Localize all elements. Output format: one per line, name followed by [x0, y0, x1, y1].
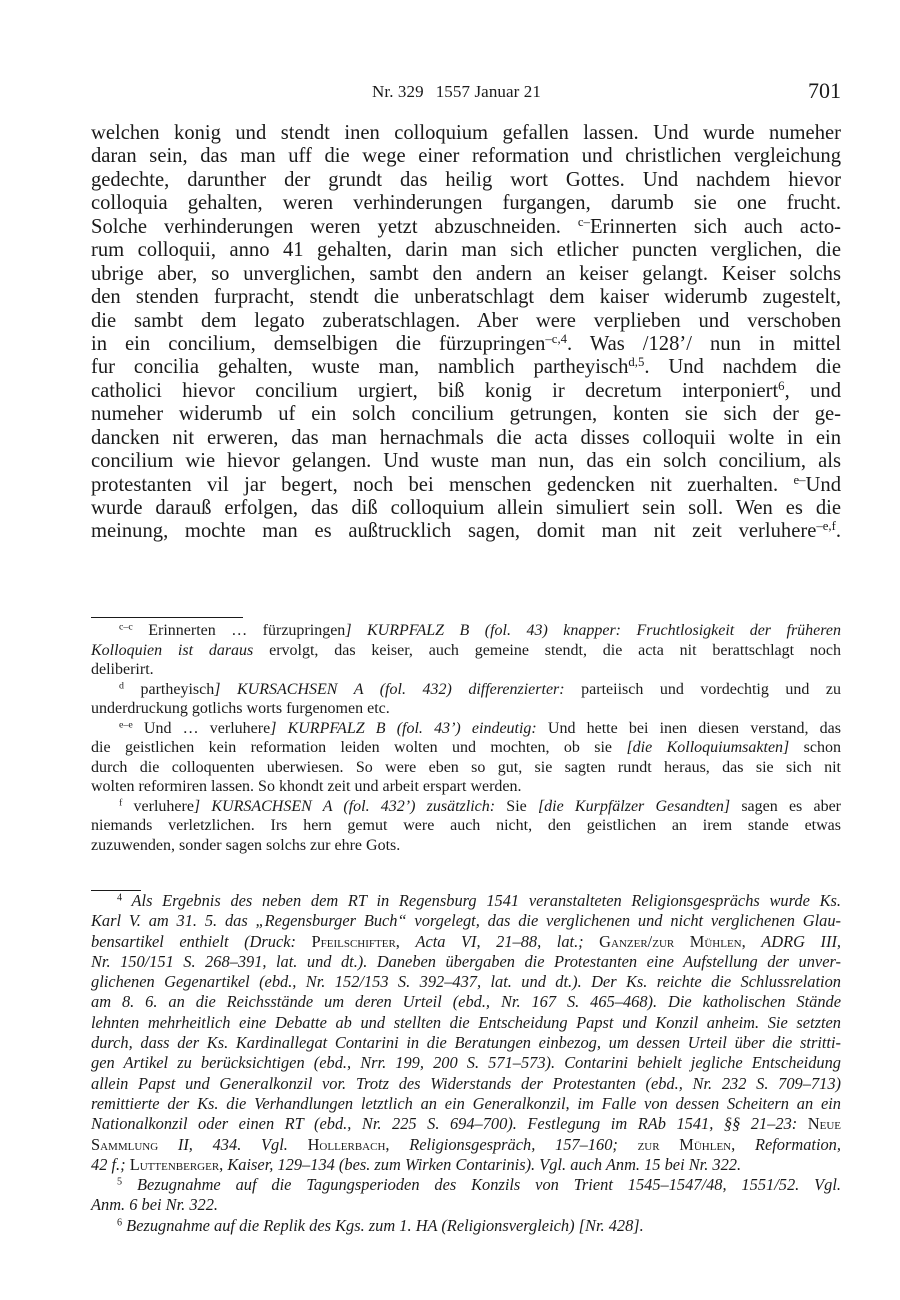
- italic-text: Kaiser, 129–134 (bes. zum Wirken Contarinis). Vgl. auch Anm. 15 bei Nr. 322.: [227, 1154, 742, 1174]
- body-line: [91, 263, 841, 286]
- text-run: ,: [385, 1134, 410, 1154]
- italic-text: Religionsgespräch, 157–160;: [409, 1134, 618, 1154]
- body-line: [91, 403, 841, 426]
- author-name: Luttenberger: [125, 1154, 220, 1174]
- footnote-line: [91, 1053, 841, 1073]
- text-run: die geistlichen kein reformation leiden wolten und mochten, ob sie: [91, 739, 627, 756]
- italic-text: gen Artikel zu berücksichtigen (ebd., Nrr. 199, 200 S. 571–573). Contarini behielt jegliche Entscheidung: [91, 1053, 841, 1073]
- author-name: zur Mühlen: [617, 1134, 732, 1154]
- footnote-line: [91, 1135, 841, 1155]
- text-run: wolten reformiren lassen. So khondt zeit und arbeit erspart werden.: [91, 778, 522, 795]
- text-run: . Und nachdem die: [644, 356, 841, 379]
- body-line: [91, 216, 841, 239]
- note-marker: 6: [117, 1217, 123, 1229]
- apparatus-note-line: [91, 680, 841, 700]
- footnote-line: [91, 952, 841, 972]
- text-critical-apparatus: [91, 621, 841, 855]
- italic-text: lehnten mehrheitlich eine Debatte ab und stellten die Entscheidung Papst und Konzil anheim. Sie setzten: [91, 1012, 841, 1032]
- note-marker: e–: [793, 472, 806, 487]
- body-line: [91, 192, 841, 215]
- apparatus-note-line: [91, 699, 841, 719]
- text-run: colloquia gehalten, weren verhinderungen furgangen, darumb sie one frucht.: [91, 192, 841, 215]
- text-run: parteiisch und vordechtig und zu: [564, 680, 842, 698]
- italic-text: bensartikel enthielt (Druck:: [91, 931, 296, 951]
- italic-text: Acta VI, 21–88, lat.;: [415, 931, 584, 951]
- text-run: numeher widerumb uf ein solch concilium getrungen, konten sie sich der ge-: [91, 403, 841, 426]
- note-marker: 5: [117, 1176, 123, 1188]
- italic-text: Reformation,: [754, 1134, 841, 1154]
- footnote-line: [91, 1216, 841, 1236]
- italic-text: durch, dass der Ks. Kardinallegat Contarini in die Beratungen einbezog, um dessen Urteil über die stritti-: [91, 1033, 841, 1053]
- text-run: deliberirt.: [91, 661, 154, 678]
- footnote-line: [91, 1195, 841, 1215]
- italic-text: Nationalkonzil oder einen RT (ebd., Nr. 225 S. 694–700). Festlegung im RAb 1541, §§ 21–23:: [91, 1114, 798, 1134]
- text-run: durch die colloquenten uberwiesen. So were eben so gut, sie sagten rundt heraus, das sie sich nit: [91, 758, 841, 776]
- apparatus-note-line: [91, 816, 841, 836]
- body-line: [91, 356, 841, 379]
- footnote-line: [91, 992, 841, 1012]
- text-run: meinung, mochte man es außtrucklich sagen, domit man nit zeit verluhere: [91, 520, 817, 543]
- text-run: wurde darauß erfolgen, das diß colloquium allein simuliert sein soll. Wen es die: [91, 497, 841, 519]
- italic-text: Bezugnahme auf die Tagungsperioden des Konzils von Trient 1545–1547/48, 1551/52. Vgl.: [122, 1175, 841, 1195]
- author-name: Pfeilschifter: [295, 931, 396, 951]
- text-run: fur concilia gehalten, wuste man, namblich partheyisch: [91, 356, 629, 379]
- italic-text: Anm. 6 bei Nr. 322.: [91, 1195, 219, 1215]
- italic-text: Bezugnahme auf die Replik des Kgs. zum 1. HA (Religionsvergleich) [Nr. 428].: [122, 1215, 644, 1235]
- footnote-line: [91, 1074, 841, 1094]
- text-run: . Was /128’/ nun in mittel: [567, 332, 842, 355]
- body-line: [91, 239, 841, 262]
- italic-text: [die Kolloquiumsakten]: [626, 739, 790, 756]
- text-run: , und: [784, 379, 841, 402]
- italic-text: ADRG III,: [761, 931, 842, 951]
- apparatus-note-line: [91, 797, 841, 817]
- footnote-line: [91, 1013, 841, 1033]
- footnote-line: [91, 972, 841, 992]
- author-name: Sammlung: [91, 1134, 159, 1154]
- italic-text: ] KURSACHSEN A (fol. 432) differenzierter:: [214, 680, 565, 698]
- text-run: ,: [741, 931, 762, 951]
- text-run: Erinnerten sich auch acto-: [589, 215, 841, 238]
- italic-text: Karl V. am 31. 5. das „Regensburger Buch“ vorgelegt, das die verglichenen und nicht verglichenen Glau-: [91, 911, 841, 931]
- text-run: den stenden furpracht, stendt die unberatschlagt dem kaiser widerumb zugestelt,: [91, 286, 841, 309]
- body-line: [91, 333, 841, 356]
- text-run: concilium wie hievor gelangen. Und wuste man nun, das ein solch concilium, als: [91, 450, 841, 473]
- text-run: dancken nit erweren, das man hernachmals die acta disses colloquii wolte in ein: [91, 426, 841, 449]
- author-name: Ganzer/zur Mühlen: [583, 931, 742, 951]
- body-line: [91, 310, 841, 333]
- apparatus-note-line: [91, 660, 841, 680]
- apparatus-note-line: [91, 738, 841, 758]
- text-run: zuzuwenden, sonder sagen solchs zur ehre Gots.: [91, 836, 401, 854]
- note-marker: d: [119, 680, 124, 692]
- text-run: Und: [805, 473, 841, 496]
- italic-text: ] KURPFALZ B (fol. 43’) eindeutig:: [270, 719, 537, 737]
- italic-text: ] KURPFALZ B (fol. 43) knapper: Fruchtlosigkeit der früheren: [345, 622, 842, 639]
- apparatus-note-line: [91, 758, 841, 778]
- text-run: ubrige aber, so unverglichen, sambt den andern an keiser gelangt. Keiser solchs: [91, 262, 841, 285]
- italic-text: glichenen Gegenartikel (ebd., Nr. 152/153 S. 392–437, lat. und dt.). Der Ks. reichte die Schlussrelation: [91, 972, 841, 992]
- text-run: schon: [789, 739, 842, 756]
- body-line: [91, 474, 841, 497]
- italic-text: allein Papst und Generalkonzil vor. Trotz des Widerstands der Protestanten (ebd., Nr. 232 S. 709–713): [91, 1073, 841, 1093]
- apparatus-rule: [91, 617, 243, 618]
- italic-text: Nr. 150/151 S. 268–391, lat. und dt.). Daneben übergaben die Protestanten eine Aufstellung der unver-: [91, 951, 841, 971]
- document-number: Nr. 329: [372, 82, 424, 101]
- italic-text: Kolloquien ist daraus: [91, 641, 254, 659]
- italic-text: Als Ergebnis des neben dem RT in Regensburg 1541 veranstalteten Religionsgesprächs wurde Ks.: [122, 891, 841, 910]
- text-run: Erinnerten … fürzupringen: [132, 622, 346, 639]
- text-run: niemands verletzlichen. Irs hern gemut were auch nicht, den geistlichen an irem stande etwas: [91, 817, 841, 834]
- page-number: 701: [808, 78, 841, 103]
- text-run: .: [835, 520, 841, 543]
- text-run: rum colloquii, anno 41 gehalten, darin man sich etlicher puncten verglichen, die: [91, 239, 841, 262]
- footnote-line: [91, 891, 841, 911]
- italic-text: am 8. 6. an die Reichsstände um deren Urteil (ebd., Nr. 167 S. 465–468). Die katholischen Stände: [91, 992, 841, 1012]
- text-run: verluhere: [122, 797, 194, 815]
- apparatus-note-line: [91, 719, 841, 739]
- italic-text: remittierte der Ks. die Verhandlungen letztlich an ein Generalkonzil, im Falle von dessen Scheitern an ein: [91, 1093, 841, 1113]
- text-run: Und … verluhere: [132, 719, 271, 737]
- text-run: welchen konig und stendt inen colloquium gefallen lassen. Und wurde numeher: [91, 122, 841, 144]
- italic-text: [die Kurpfälzer Gesandten]: [537, 797, 731, 815]
- apparatus-note-line: [91, 621, 841, 641]
- footnote-line: [91, 1175, 841, 1195]
- main-text: [91, 122, 841, 544]
- note-marker: f: [119, 797, 123, 809]
- text-run: ,: [395, 931, 416, 951]
- note-marker: –e,f: [816, 519, 836, 534]
- italic-text: ] KURSACHSEN A (fol. 432’) zusätzlich:: [193, 797, 496, 815]
- footnote-line: [91, 911, 841, 931]
- footnote-line: [91, 932, 841, 952]
- footnote-line: [91, 1155, 841, 1175]
- note-marker: 4: [117, 892, 123, 904]
- body-line: [91, 145, 841, 168]
- author-name: Neue: [797, 1114, 841, 1134]
- document-date: 1557 Januar 21: [435, 82, 541, 101]
- apparatus-note-line: [91, 641, 841, 661]
- commentary-footnotes: [91, 891, 841, 1236]
- body-line: [91, 450, 841, 473]
- author-name: Hollerbach: [287, 1134, 386, 1154]
- note-marker: –c,4: [545, 331, 568, 346]
- text-run: underdruckung gotlichs worts furgenomen etc.: [91, 700, 390, 717]
- apparatus-note-line: [91, 777, 841, 797]
- body-line: [91, 286, 841, 309]
- italic-text: II, 434. Vgl.: [158, 1134, 288, 1154]
- text-run: Und hette bei inen diesen verstand, das: [536, 719, 842, 737]
- italic-text: 42 f.;: [91, 1154, 126, 1174]
- note-marker: e–e: [119, 719, 133, 731]
- note-marker: c–c: [119, 621, 133, 633]
- body-line: [91, 520, 841, 543]
- text-run: ,: [219, 1154, 228, 1174]
- text-run: daran sein, das man uff die wege einer reformation und christlichen vergleichung: [91, 145, 841, 168]
- text-run: die sambt dem legato zuberatschlagen. Aber were verplieben und verschoben: [91, 309, 841, 332]
- note-marker: d,5: [628, 355, 645, 370]
- running-title: [372, 82, 541, 102]
- text-run: in ein concilium, demselbigen die fürzupringen: [91, 332, 546, 355]
- body-line: [91, 497, 841, 520]
- note-marker: c–: [577, 214, 590, 229]
- footnote-line: [91, 1033, 841, 1053]
- body-line: [91, 122, 841, 145]
- text-run: Solche verhinderungen weren yetzt abzuschneiden.: [91, 215, 578, 238]
- apparatus-note-line: [91, 836, 841, 856]
- footnote-line: [91, 1114, 841, 1134]
- text-run: catholici hievor concilium urgiert, biß konig ir decretum interponiert: [91, 379, 779, 402]
- text-run: gedechte, darunther der grundt das heilig wort Gottes. Und nachdem hievor: [91, 168, 841, 191]
- body-line: [91, 169, 841, 192]
- text-run: protestanten vil jar begert, noch bei menschen gedencken nit zuerhalten.: [91, 473, 794, 496]
- text-run: ervolgt, das keiser, auch gemeine stendt, die acta nit berattschlagt noch: [253, 641, 842, 659]
- note-marker: 6: [778, 378, 785, 393]
- text-run: partheyisch: [123, 680, 215, 698]
- body-line: [91, 380, 841, 403]
- body-line: [91, 427, 841, 450]
- text-run: ,: [731, 1134, 755, 1154]
- text-run: sagen es aber: [730, 797, 842, 815]
- footnote-line: [91, 1094, 841, 1114]
- running-header: [91, 78, 841, 106]
- text-run: Sie: [495, 797, 538, 815]
